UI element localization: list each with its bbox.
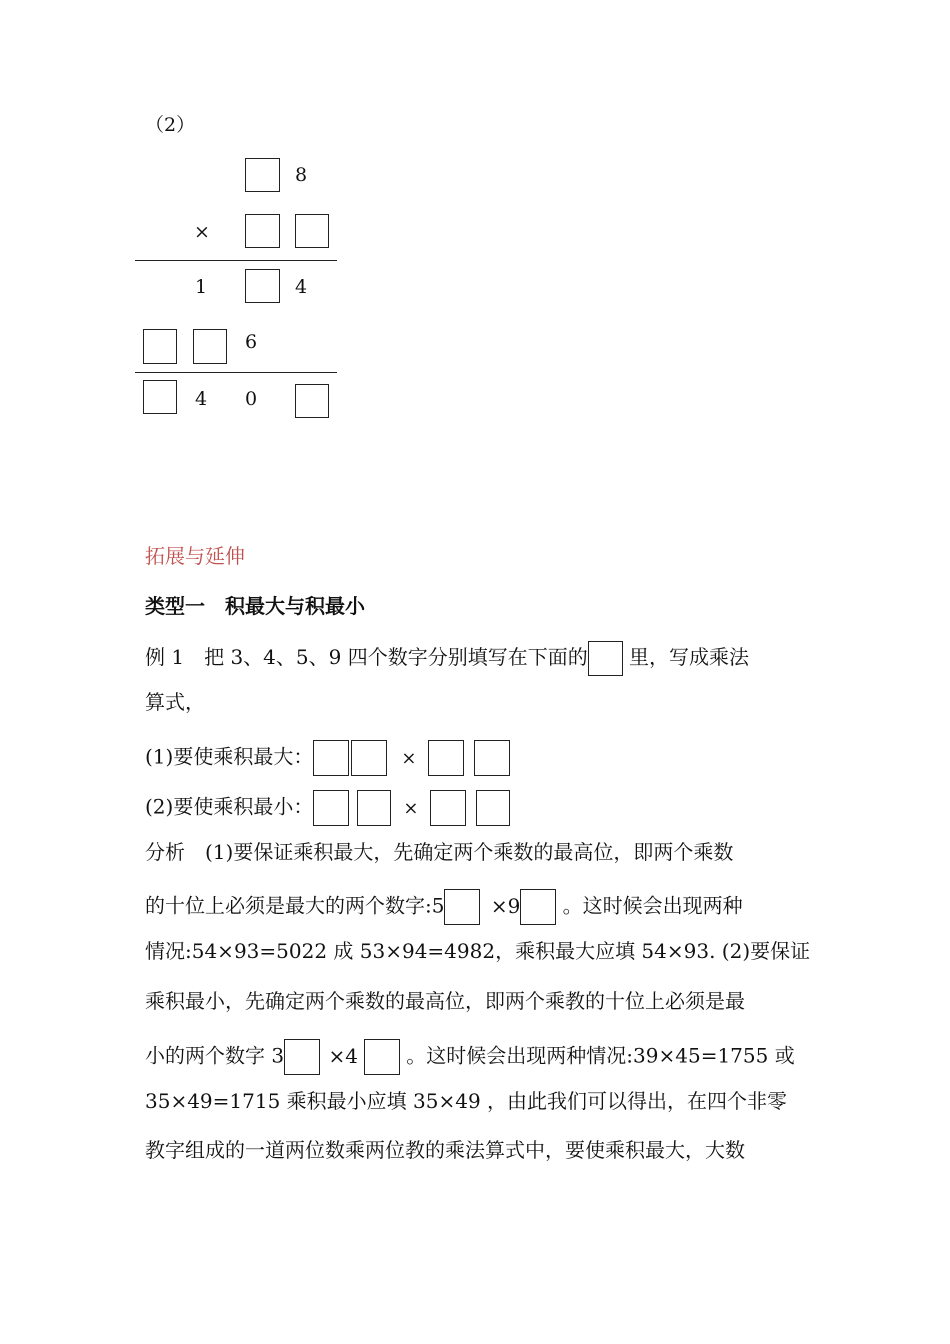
- example-line: [145, 690, 205, 714]
- blank-box[interactable]: [588, 641, 623, 676]
- analysis-line: [145, 1039, 795, 1075]
- question-1: [145, 740, 510, 776]
- blank-box[interactable]: [444, 889, 480, 925]
- question-label: (2)要使乘积最小：: [145, 794, 314, 819]
- digit: 4: [295, 276, 308, 298]
- problem-label: （2）: [145, 114, 196, 136]
- blank-box[interactable]: [245, 214, 280, 248]
- type-heading: 类型一 积最大与积最小: [145, 594, 365, 618]
- blank-box[interactable]: [428, 740, 464, 776]
- blank-box[interactable]: [193, 329, 227, 364]
- digit: 1: [195, 276, 208, 298]
- analysis-text: ×4: [322, 1043, 358, 1068]
- analysis-line: 乘积最小，先确定两个乘数的最高位，即两个乘教的十位上必须是最: [145, 989, 745, 1013]
- digit: 4: [195, 388, 208, 410]
- times-sign: ×: [403, 797, 419, 819]
- rule-line: [135, 260, 337, 261]
- digit: 6: [245, 331, 258, 353]
- analysis-line: [145, 889, 743, 925]
- blank-box[interactable]: [143, 380, 177, 414]
- analysis-line: 教字组成的一道两位数乘两位教的乘法算式中，要使乘积最大，大数: [145, 1138, 745, 1162]
- blank-box[interactable]: [313, 740, 349, 776]
- blank-box[interactable]: [351, 740, 387, 776]
- times-sign: ×: [401, 747, 417, 769]
- digit: 8: [295, 164, 308, 186]
- example-line: [145, 641, 749, 676]
- times-sign: ×: [194, 221, 210, 243]
- blank-box[interactable]: [295, 214, 329, 248]
- blank-box[interactable]: [245, 269, 280, 303]
- rule-line: [135, 372, 337, 373]
- blank-box[interactable]: [357, 790, 391, 826]
- blank-box[interactable]: [520, 889, 556, 925]
- analysis-line: 35×49=1715 乘积最小应填 35×49 ，由此我们可以得出，在四个非零: [145, 1089, 788, 1113]
- blank-box[interactable]: [245, 158, 280, 192]
- example-text: 里，写成乘法: [622, 645, 750, 669]
- analysis-text: 小的两个数字 3: [145, 1043, 285, 1068]
- blank-box[interactable]: [364, 1039, 400, 1075]
- blank-box[interactable]: [313, 790, 349, 826]
- analysis-text: 。这时候会出现两种情况:39×45=1755 或: [399, 1043, 795, 1068]
- question-label: (1)要使乘积最大：: [145, 744, 314, 769]
- blank-box[interactable]: [295, 384, 329, 418]
- example-text: 算式，: [145, 690, 205, 714]
- example-text: 例 1 把 3、4、5、9 四个数字分别填写在下面的: [145, 645, 588, 669]
- blank-box[interactable]: [143, 329, 177, 364]
- section-title: 拓展与延伸: [145, 544, 245, 568]
- analysis-text: 的十位上必须是最大的两个数字:5: [145, 893, 445, 918]
- analysis-text: 。这时候会出现两种: [556, 893, 743, 918]
- question-2: [145, 790, 510, 826]
- blank-box[interactable]: [474, 740, 510, 776]
- analysis-line: 情况:54×93=5022 成 53×94=4982，乘积最大应填 54×93. (2)要保证: [145, 939, 811, 963]
- digit: 0: [245, 388, 258, 410]
- analysis-text: ×9: [484, 893, 521, 918]
- blank-box[interactable]: [284, 1039, 320, 1075]
- blank-box[interactable]: [430, 790, 466, 826]
- blank-box[interactable]: [476, 790, 510, 826]
- analysis-line: 分析 (1)要保证乘积最大，先确定两个乘数的最高位，即两个乘数: [145, 840, 734, 864]
